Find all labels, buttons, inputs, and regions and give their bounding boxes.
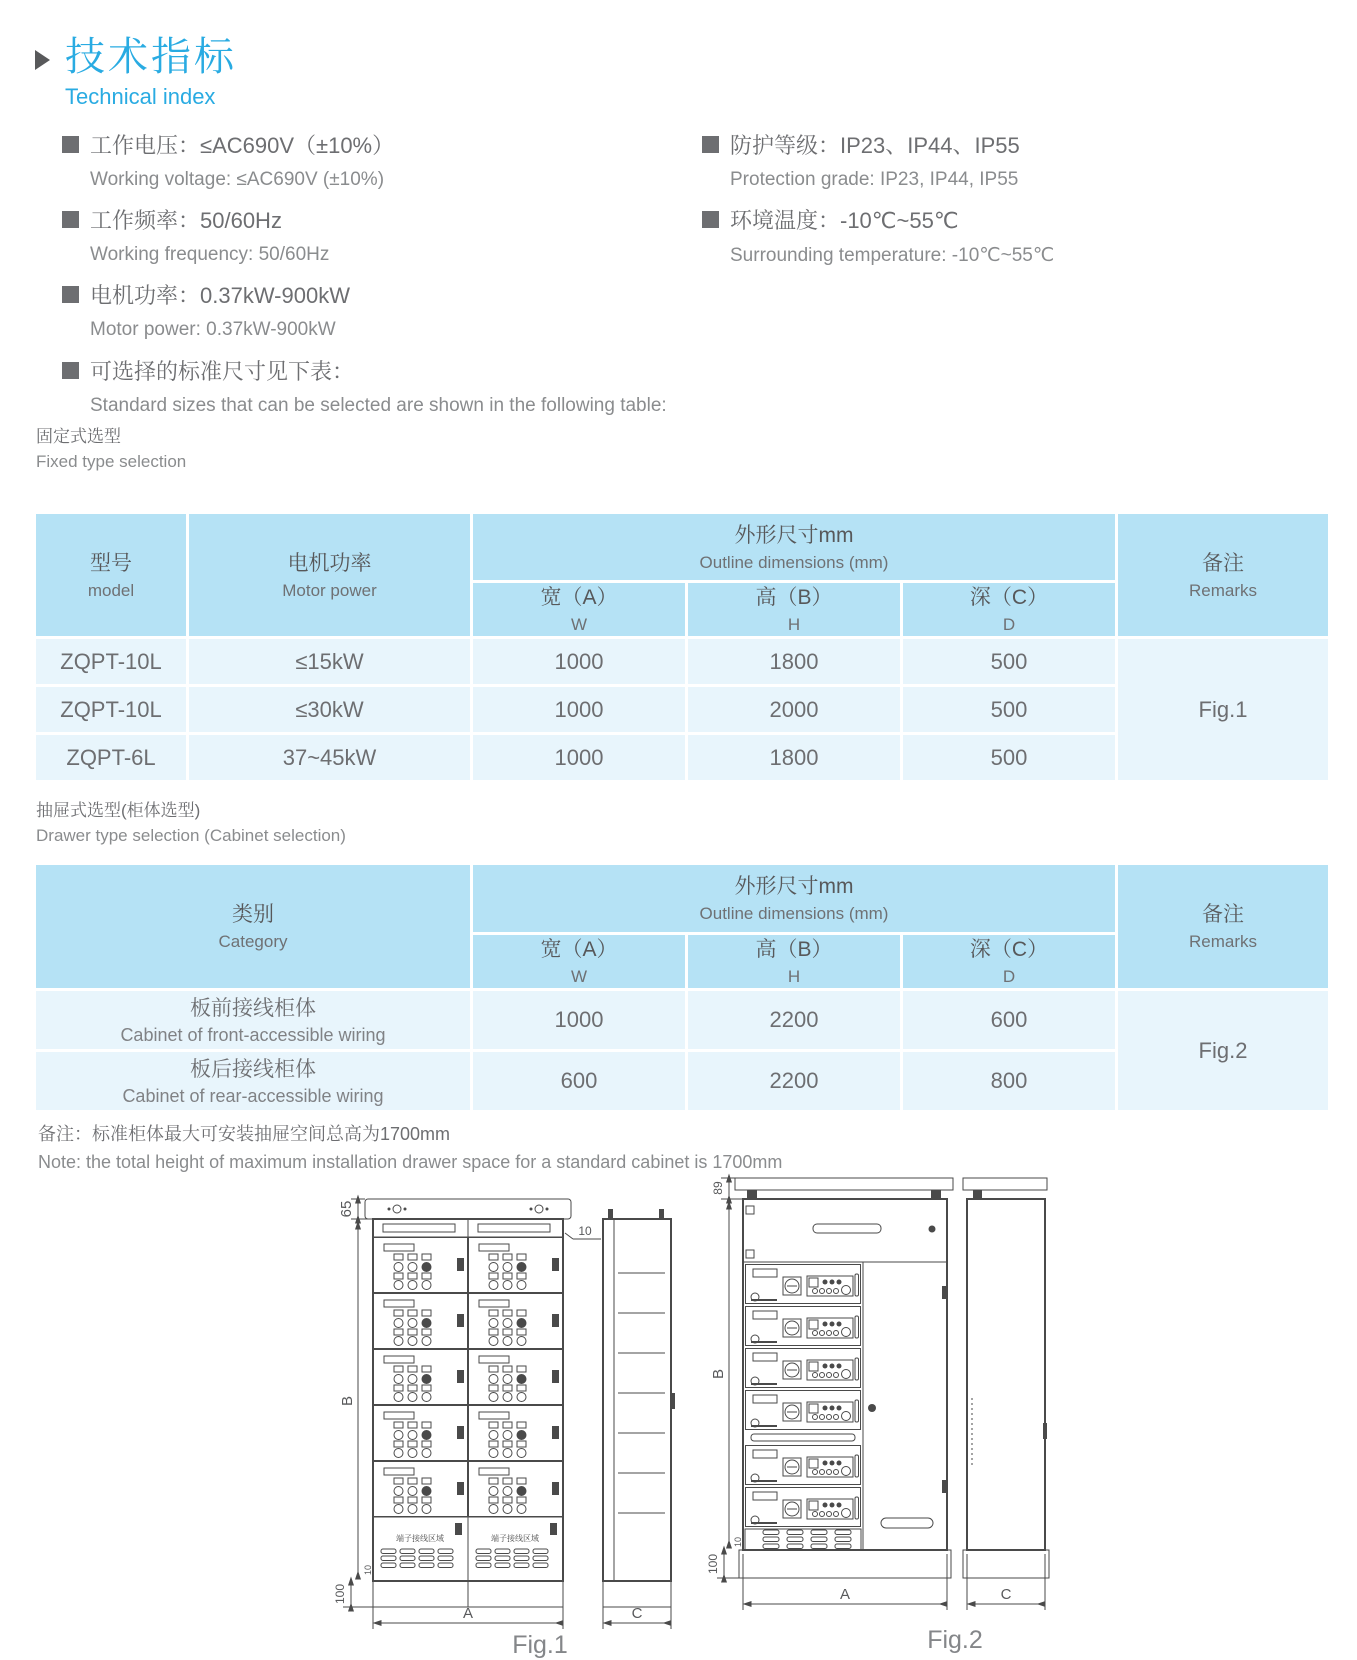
- cell-height: 2000: [687, 686, 902, 734]
- section-arrow-icon: [35, 50, 50, 70]
- cell-height: 2200: [687, 990, 902, 1051]
- square-bullet-icon: [62, 362, 79, 379]
- fig1-dim-10-small: 10: [363, 1564, 373, 1576]
- spec-en-text: Working voltage: ≤AC690V (±10%): [90, 169, 385, 190]
- cell-width: 1000: [472, 638, 687, 686]
- figure2-caption: Fig.2: [927, 1626, 983, 1654]
- cell-power: ≤30kW: [188, 686, 472, 734]
- table-row: [35, 990, 1330, 1051]
- page-subtitle: Technical index: [65, 84, 216, 109]
- fig2-dim-100: 100: [706, 1553, 720, 1575]
- col-header-category: 类别 Category: [35, 864, 472, 990]
- fig1-dim-10-top: 10: [578, 1224, 592, 1238]
- footnote-en: Note: the total height of maximum installation drawer space for a standard cabinet is 1700mm: [38, 1152, 783, 1172]
- col-header-motor-power: 电机功率 Motor power: [188, 513, 472, 638]
- table-row: [35, 638, 1330, 686]
- cell-category: 板后接线柜体 Cabinet of rear-accessible wiring: [35, 1051, 472, 1112]
- spec-item-protection: [702, 126, 1324, 197]
- cell-width: 600: [472, 1051, 687, 1112]
- cell-power: ≤15kW: [188, 638, 472, 686]
- fig1-cap-decor: [388, 1205, 549, 1213]
- cell-height: 2200: [687, 1051, 902, 1112]
- spec-item-frequency: [62, 201, 702, 272]
- square-bullet-icon: [62, 211, 79, 228]
- table1-label: [36, 424, 186, 474]
- cell-model: ZQPT-10L: [35, 686, 188, 734]
- square-bullet-icon: [62, 286, 79, 303]
- fig2-side-view: [963, 1178, 1049, 1578]
- spec-en-text: Protection grade: IP23, IP44, IP55: [730, 169, 1019, 190]
- terminal-area-label: 端子接线区域: [491, 1534, 539, 1543]
- figure2-cabinet-drawing: [705, 1158, 1055, 1658]
- spec-list: [62, 126, 1324, 351]
- col-header-depth: 深（C） D: [902, 582, 1117, 638]
- fig2-top-cap: [735, 1178, 953, 1199]
- fig1-dim-100: 100: [333, 1583, 347, 1605]
- spec-item-voltage: [62, 126, 702, 197]
- col-header-height: 高（B） H: [687, 582, 902, 638]
- table2-label-zh: 抽屉式选型(柜体选型): [36, 801, 201, 820]
- fig2-dim-10-small: 10: [733, 1536, 743, 1548]
- fig2-door-panel: [868, 1286, 948, 1528]
- intro-en-text: Standard sizes that can be selected are shown in the following table:: [90, 395, 667, 416]
- fig2-plinth: [739, 1550, 951, 1578]
- table2-label: [36, 798, 346, 848]
- fig1-dim-65: 65: [338, 1200, 355, 1218]
- square-bullet-icon: [702, 211, 719, 228]
- spec-zh-text: 工作电压：≤AC690V（±10%）: [90, 133, 395, 158]
- fig2-dim-C: C: [1000, 1586, 1012, 1603]
- col-header-height: 高（B） H: [687, 934, 902, 990]
- drawer-type-table: [33, 862, 1331, 1113]
- spec-en-text: Working frequency: 50/60Hz: [90, 244, 330, 265]
- table1-label-zh: 固定式选型: [36, 427, 121, 446]
- cell-width: 1000: [472, 734, 687, 782]
- spec-zh-text: 防护等级：IP23、IP44、IP55: [730, 133, 1020, 158]
- spec-zh-text: 电机功率：0.37kW-900kW: [90, 283, 350, 308]
- fig1-top-cap: [365, 1199, 571, 1219]
- spec-column-right: [702, 126, 1324, 351]
- spec-column-left: [62, 126, 702, 351]
- cell-height: 1800: [687, 734, 902, 782]
- section-header: [35, 34, 237, 110]
- spec-item-motor-power: [62, 276, 702, 347]
- spec-en-text: Surrounding temperature: -10℃~55℃: [730, 244, 1055, 266]
- cell-height: 1800: [687, 638, 902, 686]
- col-header-outline-dims: 外形尺寸mm Outline dimensions (mm): [472, 864, 1117, 934]
- cell-width: 1000: [472, 686, 687, 734]
- fig2-upper-panel: [743, 1206, 947, 1262]
- cell-width: 1000: [472, 990, 687, 1051]
- cell-power: 37~45kW: [188, 734, 472, 782]
- fig1-side-view: [603, 1209, 675, 1607]
- square-bullet-icon: [62, 136, 79, 153]
- fig1-dim-A: A: [462, 1605, 474, 1622]
- figure1-cabinet-drawing: [325, 1185, 705, 1660]
- col-header-depth: 深（C） D: [902, 934, 1117, 990]
- footnote-zh: 备注：标准柜体最大可安装抽屉空间总高为1700mm: [38, 1124, 451, 1144]
- page-title: 技术指标: [65, 35, 237, 79]
- square-bullet-icon: [702, 136, 719, 153]
- cell-depth: 500: [902, 638, 1117, 686]
- fig2-drawer-column: [745, 1262, 863, 1550]
- fig1-dim-B: B: [339, 1395, 356, 1407]
- spec-zh-text: 工作频率：50/60Hz: [90, 208, 282, 233]
- table1-label-en: Fixed type selection: [36, 452, 187, 471]
- col-header-width: 宽（A） W: [472, 934, 687, 990]
- fig2-dim-B: B: [710, 1368, 727, 1380]
- cell-depth: 500: [902, 734, 1117, 782]
- spec-item-temperature: [702, 201, 1324, 272]
- col-header-width: 宽（A） W: [472, 582, 687, 638]
- fixed-type-table: [33, 511, 1331, 783]
- cell-depth: 500: [902, 686, 1117, 734]
- cell-model: ZQPT-10L: [35, 638, 188, 686]
- cell-model: ZQPT-6L: [35, 734, 188, 782]
- footnote: [38, 1120, 782, 1176]
- col-header-remarks: 备注 Remarks: [1117, 864, 1330, 990]
- cell-depth: 600: [902, 990, 1117, 1051]
- col-header-remarks: 备注 Remarks: [1117, 513, 1330, 638]
- fig2-dim-A: A: [839, 1586, 851, 1603]
- cell-category: 板前接线柜体 Cabinet of front-accessible wiring: [35, 990, 472, 1051]
- fig2-dim-89: 89: [711, 1181, 725, 1195]
- table-intro: [62, 352, 667, 423]
- spec-en-text: Motor power: 0.37kW-900kW: [90, 319, 336, 340]
- col-header-model: 型号 model: [35, 513, 188, 638]
- terminal-area-label: 端子接线区域: [396, 1534, 444, 1543]
- fig1-dim-C: C: [631, 1605, 643, 1622]
- table2-label-en: Drawer type selection (Cabinet selection): [36, 826, 346, 845]
- figure1-caption: Fig.1: [512, 1631, 568, 1659]
- cell-depth: 800: [902, 1051, 1117, 1112]
- col-header-outline-dims: 外形尺寸mm Outline dimensions (mm): [472, 513, 1117, 582]
- cell-remarks: Fig.2: [1117, 990, 1330, 1112]
- fig1-drawer-grid: [374, 1238, 563, 1517]
- spec-zh-text: 环境温度：-10℃~55℃: [730, 208, 959, 233]
- cell-remarks: Fig.1: [1117, 638, 1330, 782]
- intro-zh-text: 可选择的标准尺寸见下表：: [90, 359, 355, 384]
